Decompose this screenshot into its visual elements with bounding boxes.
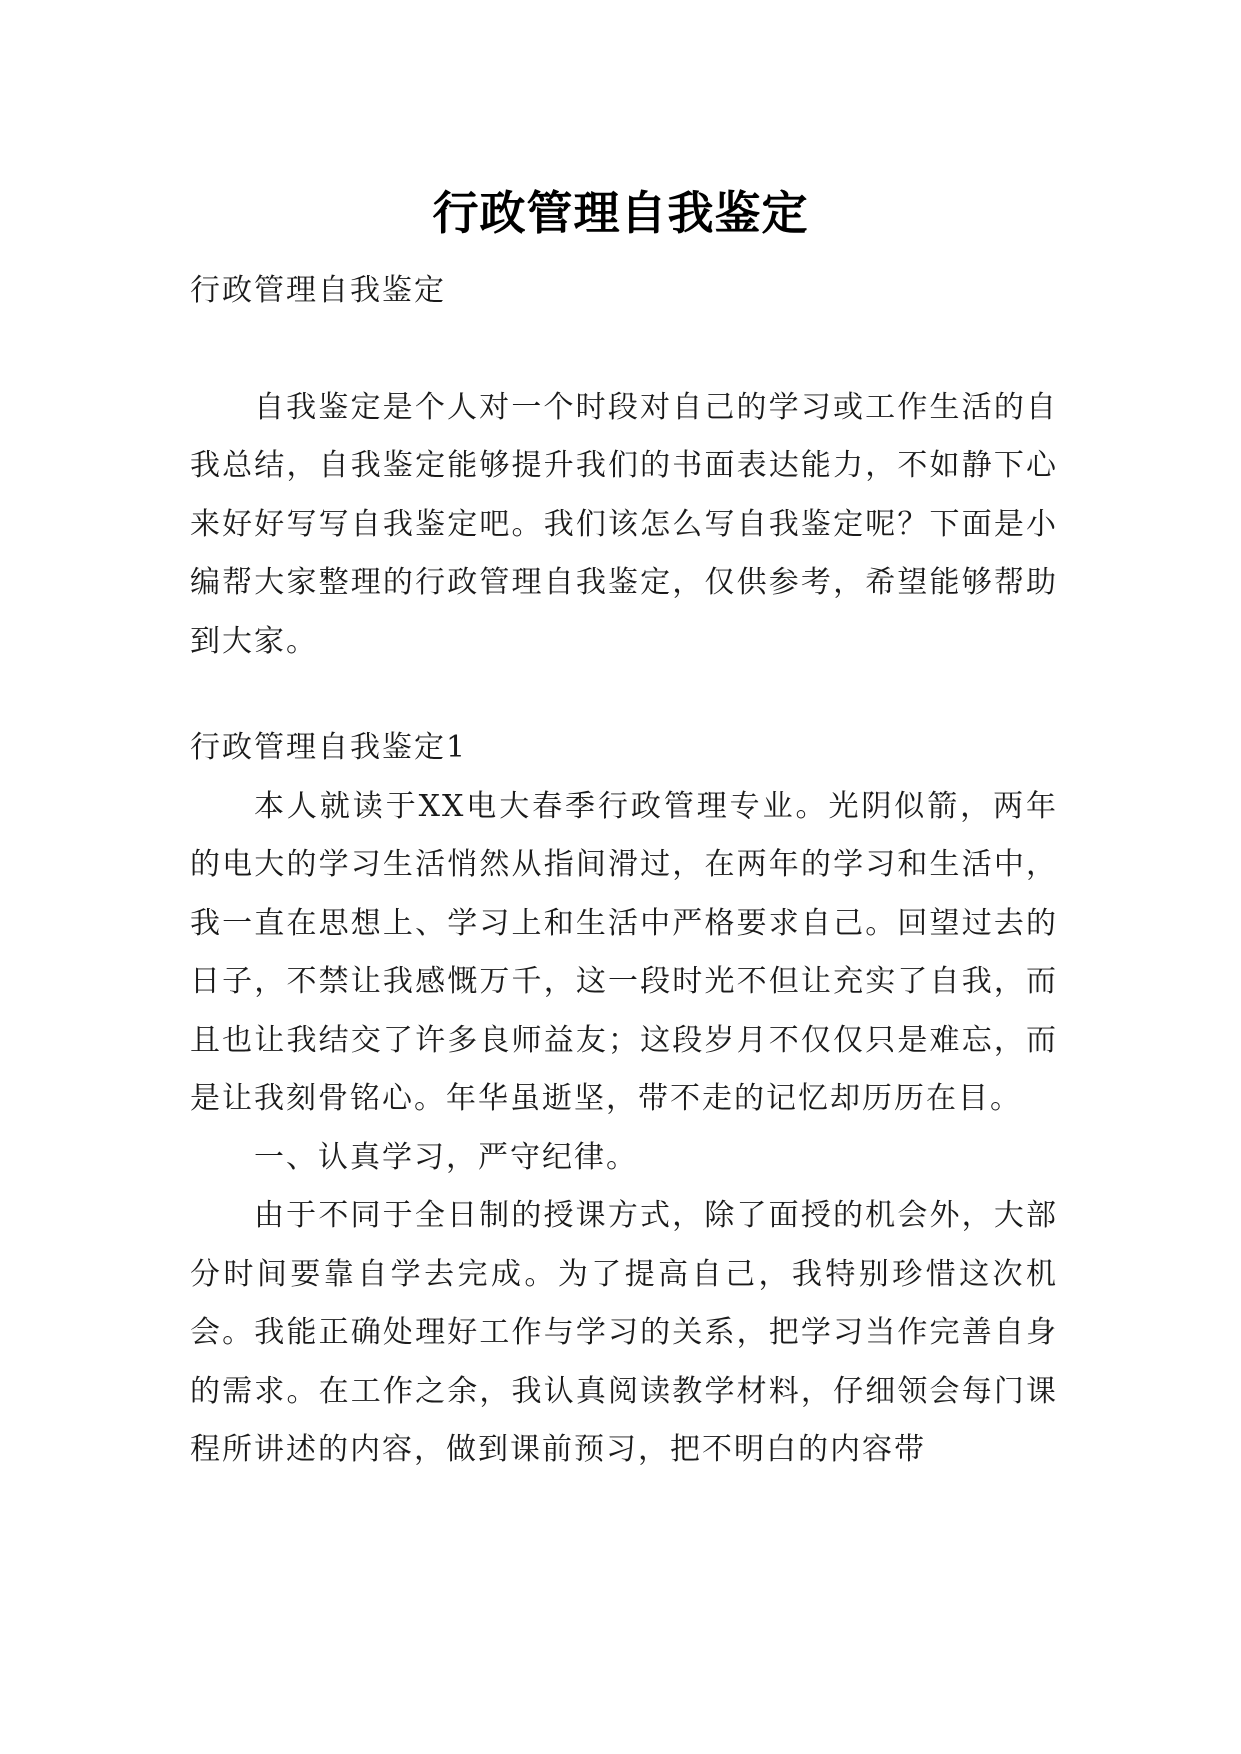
body-paragraph: 本人就读于XX电大春季行政管理专业。光阴似箭，两年的电大的学习生活悄然从指间滑过，在两年的学习和生活中，我一直在思想上、学习上和生活中严格要求自己。回望过去的日子，不禁让我感慨万千，这一段时光不但让充实了自我，而且也让我结交了许多良师益友；这段岁月不仅仅只是难忘，而是让我刻骨铭心。年华虽逝坚，带不走的记忆却历历在目。: [190, 788, 1058, 1116]
section-heading: 行政管理自我鉴定: [190, 273, 446, 308]
document-body: [190, 262, 1058, 1480]
subheading: 一、认真学习，严守纪律。: [254, 1139, 638, 1175]
document-title: 行政管理自我鉴定: [432, 185, 809, 240]
section-heading: 行政管理自我鉴定1: [190, 730, 468, 765]
intro-paragraph: 自我鉴定是个人对一个时段对自己的学习或工作生活的自我总结，自我鉴定能够提升我们的书面表达能力，不如静下心来好好写写自我鉴定吧。我们该怎么写自我鉴定呢？下面是小编帮大家整理的行政管理自我鉴定，仅供参考，希望能够帮助到大家。: [190, 389, 1058, 659]
body-paragraph: 由于不同于全日制的授课方式，除了面授的机会外，大部分时间要靠自学去完成。为了提高自己，我特别珍惜这次机会。我能正确处理好工作与学习的关系，把学习当作完善自身的需求。在工作之余，我认真阅读教学材料，仔细领会每门课程所讲述的内容，做到课前预习，把不明白的内容带: [190, 1198, 1058, 1467]
